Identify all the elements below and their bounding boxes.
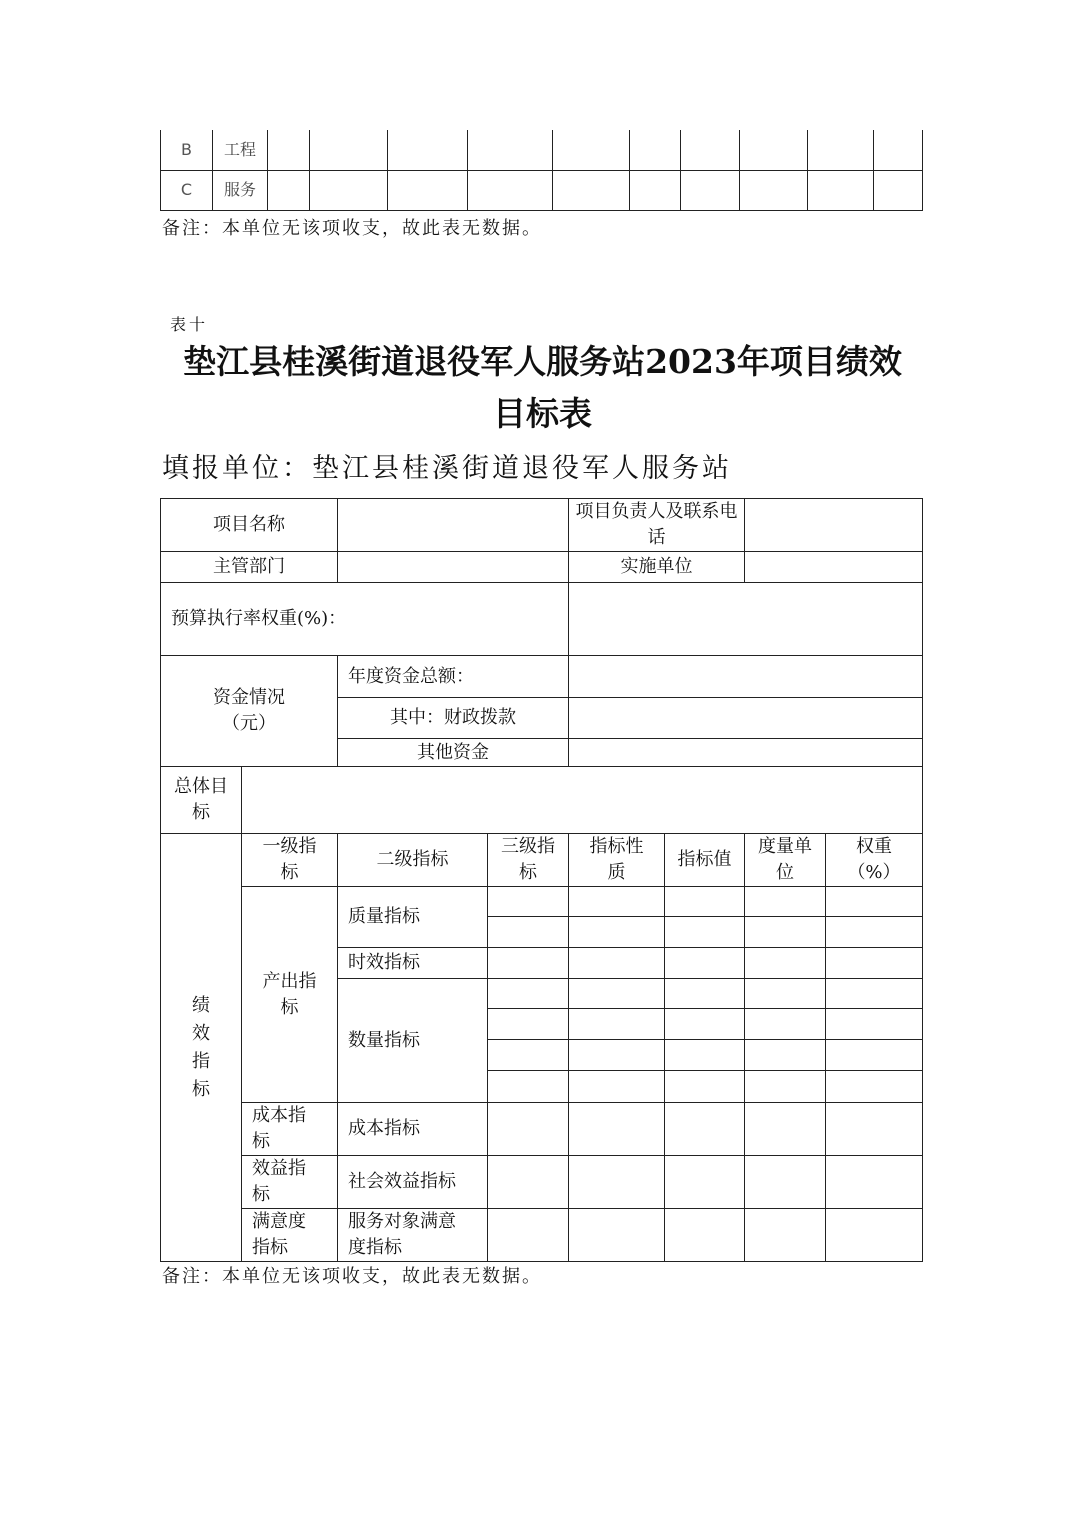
level1-benefit: 效益指标 [242, 1156, 338, 1209]
page-title: 垫江县桂溪街道退役军人服务站2023年项目绩效目标表 [183, 342, 902, 433]
project-lead-value [745, 499, 923, 552]
project-name-label: 项目名称 [161, 499, 338, 552]
level2-quantity: 数量指标 [338, 979, 488, 1103]
level2-service: 服务对象满意度指标 [338, 1209, 488, 1262]
header-level2: 二级指标 [338, 834, 488, 887]
level2-social: 社会效益指标 [338, 1156, 488, 1209]
dept-label: 主管部门 [161, 552, 338, 583]
table-row [161, 499, 923, 552]
level1-output: 产出指标 [242, 887, 338, 1103]
table-row [161, 1156, 923, 1209]
table-row [161, 1209, 923, 1262]
overall-goal-label: 总体目标 [161, 767, 242, 834]
budget-rate-label: 预算执行率权重(%)： [161, 583, 569, 656]
level2-cost: 成本指标 [338, 1103, 488, 1156]
header-unit: 度量单位 [745, 834, 826, 887]
impl-unit-label: 实施单位 [569, 552, 745, 583]
table-row [161, 583, 923, 656]
table-row [161, 887, 923, 917]
table-row [161, 1103, 923, 1156]
table-row [161, 656, 923, 698]
performance-table [160, 498, 923, 1262]
remark-note-bottom: 备注：本单位无该项收支，故此表无数据。 [162, 1266, 542, 1287]
table-row [161, 834, 923, 887]
fiscal-label: 其中：财政拨款 [338, 698, 569, 739]
header-weight: 权重（%） [826, 834, 923, 887]
annual-total-label: 年度资金总额： [338, 656, 569, 698]
table-row [161, 170, 923, 210]
header-level1: 一级指标 [242, 834, 338, 887]
row-label: 工程 [213, 130, 268, 170]
dept-value [338, 552, 569, 583]
header-level3: 三级指标 [488, 834, 569, 887]
table-row [161, 130, 923, 170]
table-number: 表十 [170, 315, 209, 334]
project-name-value [338, 499, 569, 552]
previous-table [160, 130, 923, 211]
filler-unit: 填报单位：垫江县桂溪街道退役军人服务站 [162, 453, 732, 484]
table-row [161, 767, 923, 834]
row-label: 服务 [213, 170, 268, 210]
row-code: C [161, 170, 213, 210]
project-lead-label: 项目负责人及联系电话 [569, 499, 745, 552]
table-row [161, 552, 923, 583]
other-fund-label: 其他资金 [338, 739, 569, 767]
budget-rate-value [569, 583, 923, 656]
level1-cost: 成本指标 [242, 1103, 338, 1156]
level2-quality: 质量指标 [338, 887, 488, 948]
perf-label: 绩效指标 [161, 834, 242, 1262]
row-code: B [161, 130, 213, 170]
fund-label: 资金情况（元） [161, 656, 338, 767]
header-nature: 指标性质 [569, 834, 665, 887]
header-value: 指标值 [665, 834, 745, 887]
level2-timeliness: 时效指标 [338, 948, 488, 979]
level1-satisfaction: 满意度指标 [242, 1209, 338, 1262]
remark-note: 备注：本单位无该项收支，故此表无数据。 [162, 218, 542, 239]
impl-unit-value [745, 552, 923, 583]
overall-goal-value [242, 767, 923, 834]
